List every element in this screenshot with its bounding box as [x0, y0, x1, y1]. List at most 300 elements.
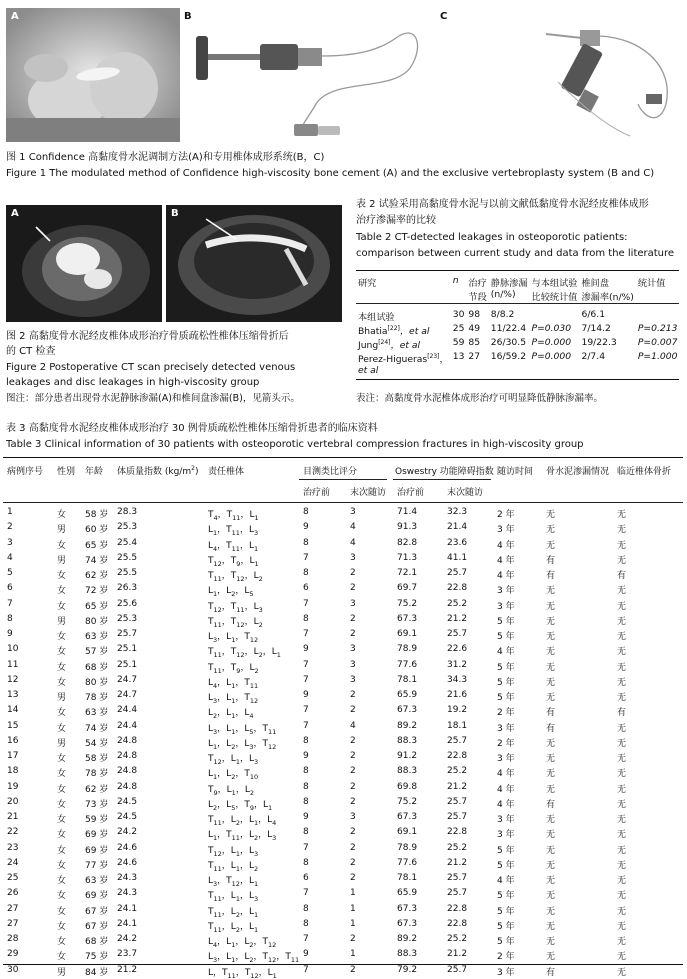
cell-vas-pre: 7: [303, 599, 309, 609]
cell-odi-pre: 82.8: [397, 538, 417, 548]
cell-leak: 有: [546, 965, 555, 978]
cell-bmi: 24.2: [117, 934, 137, 944]
cell-adjacent: 无: [617, 507, 626, 520]
cell-adjacent: 无: [617, 751, 626, 764]
col-vas-pre: 治疗前: [303, 485, 330, 498]
col-n: n: [451, 275, 467, 289]
col-age: 年龄: [85, 464, 103, 477]
cell-leak: 无: [546, 675, 555, 688]
cell-odi-last: 22.6: [447, 644, 467, 654]
cell-vertebra: $L_3$，$T_{12}$，$L_1$: [208, 873, 258, 888]
cell-odi-pre: 79.2: [397, 965, 417, 975]
cell-bmi: 24.1: [117, 904, 137, 914]
cell-odi-pre: 67.3: [397, 812, 417, 822]
col-sex: 性别: [57, 464, 75, 477]
figure2-ct-b: [166, 205, 342, 322]
cell-bmi: 24.3: [117, 888, 137, 898]
cell-vas-last: 2: [350, 965, 356, 975]
cell-id: 24: [7, 858, 18, 868]
cell-adjacent: 无: [617, 660, 626, 673]
cell-sex: 女: [57, 721, 66, 734]
cell-odi-last: 21.2: [447, 858, 467, 868]
cell-leak: 有: [546, 568, 555, 581]
panel-label-a: A: [11, 208, 19, 219]
cell-vertebra: $L_3$，$L_1$，$L_5$，$T_{11}$: [208, 721, 276, 736]
cell-vas-last: 1: [350, 904, 356, 914]
cell-bmi: 24.7: [117, 690, 137, 700]
cell-bmi: 21.2: [117, 965, 137, 975]
figure1-photo-b: [182, 8, 428, 142]
cell-bmi: 24.8: [117, 751, 137, 761]
cell-odi-last: 32.3: [447, 507, 467, 517]
table2: [356, 275, 679, 380]
cell-followup: 2 年: [497, 705, 515, 718]
col-leak: 骨水泥渗漏情况: [546, 464, 609, 477]
col-bmi: 体质量指数 $(kg/m^2)$: [117, 464, 198, 477]
table-row: [3, 933, 683, 948]
cell-odi-last: 25.2: [447, 934, 467, 944]
table-row: [3, 887, 683, 902]
cell-vertebra: $T_{11}$，$L_2$，$L_1$: [208, 919, 258, 934]
cell-vas-pre: 8: [303, 568, 309, 578]
cell-odi-pre: 69.1: [397, 629, 417, 639]
cell-vas-pre: 7: [303, 843, 309, 853]
table-row: [3, 567, 683, 582]
cell-sex: 女: [57, 751, 66, 764]
panel-label-b: B: [184, 11, 192, 22]
cell-vertebra: $T_{11}$，$L_2$，$L_1$: [208, 904, 258, 919]
table-row: [3, 552, 683, 567]
cell-adjacent: 无: [617, 873, 626, 886]
cell-vas-last: 4: [350, 721, 356, 731]
cell-vertebra: $L_3$，$L_1$，$T_{12}$: [208, 629, 258, 644]
cell-odi-last: 25.2: [447, 843, 467, 853]
cell-vas-pre: 8: [303, 507, 309, 517]
figure1-caption-en: Figure 1 The modulated method of Confidence high-viscosity bone cement (A) and the exclusive vertebroplasty system (B and C): [6, 167, 654, 180]
cell-odi-pre: 78.9: [397, 843, 417, 853]
cell-odi-pre: 88.3: [397, 949, 417, 959]
table-row: [3, 826, 683, 841]
cell-vas-pre: 8: [303, 736, 309, 746]
cell-adjacent: 有: [617, 568, 626, 581]
cell-vas-last: 2: [350, 766, 356, 776]
cell-bmi: 23.7: [117, 949, 137, 959]
cell-bmi: 25.1: [117, 644, 137, 654]
cell-id: 30: [7, 965, 18, 975]
cell-id: 8: [7, 614, 13, 624]
cell-odi-pre: 75.2: [397, 797, 417, 807]
cell-followup: 3 年: [497, 751, 515, 764]
cell-id: 2: [7, 522, 13, 532]
cell-bmi: 24.5: [117, 812, 137, 822]
cell-sex: 男: [57, 522, 66, 535]
cell-vas-last: 2: [350, 629, 356, 639]
cell-bmi: 24.5: [117, 797, 137, 807]
cell-id: 7: [7, 599, 13, 609]
cell-bmi: 24.2: [117, 827, 137, 837]
cell-adjacent: 无: [617, 919, 626, 932]
cell-followup: 5 年: [497, 614, 515, 627]
table-row: Bhatia[22]，et al 25 49 11/22.4 P=0.030 7/14.2 P=0.213: [356, 323, 679, 337]
cell-age: 63 岁: [85, 873, 108, 886]
cell-odi-last: 22.8: [447, 904, 467, 914]
cell-bmi: 25.6: [117, 599, 137, 609]
table2-note: 表注：高黏度骨水泥椎体成形治疗可明显降低静脉渗漏率。: [356, 392, 603, 405]
cell-leak: 无: [546, 644, 555, 657]
cell-adjacent: 无: [617, 721, 626, 734]
cell-leak: 无: [546, 522, 555, 535]
cell-leak: 有: [546, 705, 555, 718]
cell-age: 75 岁: [85, 949, 108, 962]
cell-age: 59 岁: [85, 812, 108, 825]
cell-adjacent: 有: [617, 705, 626, 718]
cell-followup: 4 年: [497, 568, 515, 581]
cell-bmi: 24.3: [117, 873, 137, 883]
panel-label-b: B: [171, 208, 179, 219]
cell-vas-last: 2: [350, 568, 356, 578]
cell-odi-last: 22.8: [447, 919, 467, 929]
cell-bmi: 25.1: [117, 660, 137, 670]
cell-sex: 女: [57, 705, 66, 718]
cell-odi-last: 21.6: [447, 690, 467, 700]
cell-vas-pre: 7: [303, 888, 309, 898]
figure2-caption-en-1: Figure 2 Postoperative CT scan precisely detected venous: [6, 361, 295, 374]
table2-title-en-1: Table 2 CT-detected leakages in osteoporotic patients:: [356, 231, 628, 244]
table3-header: [3, 460, 683, 490]
col-vertebra: 责任椎体: [208, 464, 244, 477]
cell-vertebra: $L_3$，$L_1$，$T_{12}$: [208, 690, 258, 705]
cell-vas-pre: 9: [303, 949, 309, 959]
cell-leak: 无: [546, 766, 555, 779]
cell-id: 11: [7, 660, 18, 670]
cell-odi-last: 21.4: [447, 522, 467, 532]
cell-age: 58 岁: [85, 507, 108, 520]
cell-sex: 女: [57, 599, 66, 612]
cell-adjacent: 无: [617, 614, 626, 627]
cell-odi-last: 21.2: [447, 614, 467, 624]
cell-odi-last: 25.2: [447, 766, 467, 776]
cell-id: 10: [7, 644, 18, 654]
col-vs: 与本组试验: [530, 275, 580, 289]
cell-odi-pre: 78.1: [397, 873, 417, 883]
cell-id: 13: [7, 690, 18, 700]
cell-odi-pre: 77.6: [397, 858, 417, 868]
cell-vertebra: $L_1$，$T_{11}$，$L_2$，$L_3$: [208, 827, 276, 842]
cell-adjacent: 无: [617, 858, 626, 871]
table-row: [3, 659, 683, 674]
table-row: [3, 628, 683, 643]
cell-adjacent: 无: [617, 522, 626, 535]
cell-odi-pre: 67.3: [397, 705, 417, 715]
cell-sex: 女: [57, 538, 66, 551]
cell-vertebra: $T_{11}$，$T_9$，$L_2$: [208, 660, 259, 675]
table-row: [3, 720, 683, 735]
cell-vas-pre: 7: [303, 553, 309, 563]
table2-title-cn-2: 治疗渗漏率的比较: [356, 214, 436, 227]
cell-vas-pre: 7: [303, 721, 309, 731]
cell-bmi: 24.8: [117, 736, 137, 746]
cell-followup: 3 年: [497, 599, 515, 612]
cell-followup: 4 年: [497, 873, 515, 886]
cell-vertebra: $T_{11}$，$L_1$，$L_3$: [208, 888, 258, 903]
cell-vas-pre: 9: [303, 812, 309, 822]
col-stat: 统计值: [636, 275, 680, 289]
cell-odi-pre: 77.6: [397, 660, 417, 670]
col-vas-last: 末次随访: [350, 485, 386, 498]
cell-sex: 女: [57, 949, 66, 962]
cell-adjacent: 无: [617, 934, 626, 947]
cell-sex: 女: [57, 583, 66, 596]
cell-vas-last: 3: [350, 812, 356, 822]
cell-leak: 无: [546, 827, 555, 840]
table-row: [3, 506, 683, 521]
cell-id: 3: [7, 538, 13, 548]
injector-system-image-c: [434, 8, 682, 142]
cell-vas-last: 1: [350, 949, 356, 959]
cell-id: 9: [7, 629, 13, 639]
cell-vas-pre: 7: [303, 934, 309, 944]
cell-vas-last: 2: [350, 873, 356, 883]
cell-followup: 2 年: [497, 507, 515, 520]
figure2-note: 图注：部分患者出现骨水泥静脉渗漏(A)和椎间盘渗漏(B)，见箭头示。: [6, 392, 300, 405]
cell-odi-pre: 67.3: [397, 904, 417, 914]
cell-sex: 女: [57, 660, 66, 673]
cell-sex: 女: [57, 827, 66, 840]
cell-id: 27: [7, 919, 18, 929]
col-vas: 目测类比评分: [303, 464, 357, 477]
cell-adjacent: 无: [617, 782, 626, 795]
cell-odi-pre: 89.2: [397, 934, 417, 944]
cell-followup: 5 年: [497, 629, 515, 642]
cell-id: 18: [7, 766, 18, 776]
cell-bmi: 24.1: [117, 919, 137, 929]
cell-vertebra: $L_4$，$L_1$，$T_{11}$: [208, 675, 258, 690]
cell-leak: 无: [546, 843, 555, 856]
cell-age: 54 岁: [85, 736, 108, 749]
col-segments: 治疗: [466, 275, 488, 289]
cell-odi-last: 25.2: [447, 599, 467, 609]
cell-age: 57 岁: [85, 644, 108, 657]
col-id: 病例序号: [7, 464, 43, 477]
cell-adjacent: 无: [617, 644, 626, 657]
cell-vas-last: 2: [350, 751, 356, 761]
cell-vas-pre: 9: [303, 751, 309, 761]
cell-followup: 5 年: [497, 919, 515, 932]
cell-age: 74 岁: [85, 721, 108, 734]
cell-id: 22: [7, 827, 18, 837]
cell-leak: 有: [546, 797, 555, 810]
cell-age: 67 岁: [85, 904, 108, 917]
cell-followup: 5 年: [497, 660, 515, 673]
table-row: [3, 781, 683, 796]
table3-bottom-rule: [3, 964, 683, 965]
cell-followup: 4 年: [497, 797, 515, 810]
cell-vertebra: $T_{12}$，$L_1$，$L_3$: [208, 751, 258, 766]
table3-title-cn: 表 3 高黏度骨水泥经皮椎体成形治疗 30 例骨质疏松性椎体压缩骨折患者的临床资料: [6, 422, 378, 435]
cell-vas-last: 2: [350, 614, 356, 624]
cell-vertebra: $T_{11}$，$T_{12}$，$L_2$，$L_1$: [208, 644, 281, 659]
cell-id: 5: [7, 568, 13, 578]
cell-leak: 无: [546, 660, 555, 673]
table2-title-cn-1: 表 2 试验采用高黏度骨水泥与以前文献低黏度骨水泥经皮椎体成形: [356, 198, 649, 211]
cell-odi-last: 25.7: [447, 888, 467, 898]
cell-leak: 有: [546, 721, 555, 734]
cell-age: 68 岁: [85, 660, 108, 673]
cell-odi-pre: 71.3: [397, 553, 417, 563]
cell-id: 26: [7, 888, 18, 898]
figure1-photo-c: [434, 8, 682, 142]
cell-age: 78 岁: [85, 766, 108, 779]
cell-id: 16: [7, 736, 18, 746]
cell-adjacent: 无: [617, 949, 626, 962]
cell-vas-last: 3: [350, 553, 356, 563]
cell-followup: 5 年: [497, 690, 515, 703]
cell-age: 63 岁: [85, 629, 108, 642]
cell-id: 29: [7, 949, 18, 959]
cell-age: 69 岁: [85, 827, 108, 840]
col-odi-last: 末次随访: [447, 485, 483, 498]
cell-odi-last: 25.7: [447, 797, 467, 807]
cell-bmi: 26.3: [117, 583, 137, 593]
cell-adjacent: 无: [617, 766, 626, 779]
table-row: [3, 948, 683, 963]
cell-vas-last: 2: [350, 843, 356, 853]
cell-followup: 5 年: [497, 675, 515, 688]
table-row: [3, 872, 683, 887]
cell-odi-pre: 69.1: [397, 827, 417, 837]
cell-odi-pre: 88.3: [397, 766, 417, 776]
cell-id: 19: [7, 782, 18, 792]
cell-id: 12: [7, 675, 18, 685]
hands-mixing-image: [6, 8, 180, 142]
cell-vertebra: $T_{12}$，$T_{11}$，$L_3$: [208, 599, 263, 614]
cell-followup: 4 年: [497, 553, 515, 566]
table2-header-row-2: 节段 (n/%) 比较统计值 渗漏率(n/%): [356, 289, 679, 304]
cell-vas-pre: 8: [303, 827, 309, 837]
col-followup: 随访时间: [497, 464, 533, 477]
cell-id: 17: [7, 751, 18, 761]
cell-vertebra: $L_1$，$L_2$，$T_{10}$: [208, 766, 258, 781]
cell-vertebra: $L_2$，$L_5$，$T_9$，$L_1$: [208, 797, 272, 812]
cell-followup: 2 年: [497, 949, 515, 962]
cell-adjacent: 无: [617, 843, 626, 856]
cell-vas-pre: 8: [303, 797, 309, 807]
cell-vas-last: 2: [350, 782, 356, 792]
cell-leak: 无: [546, 614, 555, 627]
cell-id: 15: [7, 721, 18, 731]
injector-system-image-b: [182, 8, 428, 142]
col-adjacent: 临近椎体骨折: [617, 464, 671, 477]
cell-followup: 5 年: [497, 858, 515, 871]
cell-age: 58 岁: [85, 751, 108, 764]
cell-id: 20: [7, 797, 18, 807]
cell-vertebra: $L_1$，$L_2$，$L_5$: [208, 583, 254, 598]
cell-followup: 5 年: [497, 934, 515, 947]
cell-vas-pre: 8: [303, 766, 309, 776]
table-row: [3, 735, 683, 750]
cell-age: 65 岁: [85, 599, 108, 612]
cell-followup: 3 年: [497, 965, 515, 978]
cell-bmi: 28.3: [117, 507, 137, 517]
cell-sex: 女: [57, 919, 66, 932]
cell-vas-last: 3: [350, 599, 356, 609]
cell-adjacent: 无: [617, 538, 626, 551]
cell-vas-pre: 8: [303, 538, 309, 548]
cell-vas-last: 1: [350, 888, 356, 898]
table2-title-en-2: comparison between current study and data from the literature: [356, 247, 674, 260]
cell-vas-last: 2: [350, 934, 356, 944]
cell-vas-pre: 7: [303, 705, 309, 715]
cell-age: 78 岁: [85, 690, 108, 703]
cell-odi-last: 25.7: [447, 873, 467, 883]
cell-odi-pre: 65.9: [397, 888, 417, 898]
cell-odi-last: 21.2: [447, 949, 467, 959]
cell-odi-last: 25.7: [447, 965, 467, 975]
table-row: [3, 537, 683, 552]
table-row: Jung[24]，et al 59 85 26/30.5 P=0.000 19/22.3 P=0.007: [356, 337, 679, 351]
table3-title-en: Table 3 Clinical information of 30 patients with osteoporotic vertebral compression fractures in high-viscosity group: [6, 438, 584, 451]
table-row: [3, 964, 683, 979]
table-row: [3, 582, 683, 597]
cell-leak: 无: [546, 736, 555, 749]
cell-age: 80 岁: [85, 614, 108, 627]
cell-leak: 无: [546, 812, 555, 825]
cell-vas-pre: 9: [303, 644, 309, 654]
cell-sex: 男: [57, 553, 66, 566]
cell-vertebra: $L_1$，$T_{11}$，$L_3$: [208, 522, 258, 537]
cell-age: 84 岁: [85, 965, 108, 978]
cell-id: 14: [7, 705, 18, 715]
cell-leak: 无: [546, 888, 555, 901]
cell-vertebra: $T_{11}$，$L_1$，$L_2$: [208, 858, 258, 873]
cell-followup: 3 年: [497, 812, 515, 825]
cell-leak: 无: [546, 934, 555, 947]
cell-vas-pre: 8: [303, 614, 309, 624]
cell-sex: 男: [57, 614, 66, 627]
col-venous: 静脉渗漏: [489, 275, 530, 289]
cell-sex: 女: [57, 873, 66, 886]
cell-odi-pre: 69.7: [397, 583, 417, 593]
table2-header-row: [356, 275, 679, 289]
cell-sex: 男: [57, 690, 66, 703]
cell-vas-last: 2: [350, 858, 356, 868]
cell-leak: 无: [546, 858, 555, 871]
table-row: [3, 857, 683, 872]
cell-vas-last: 2: [350, 827, 356, 837]
cell-followup: 3 年: [497, 583, 515, 596]
cell-sex: 女: [57, 629, 66, 642]
cell-age: 62 岁: [85, 782, 108, 795]
cell-vas-last: 3: [350, 507, 356, 517]
cell-odi-pre: 78.1: [397, 675, 417, 685]
cell-bmi: 24.6: [117, 858, 137, 868]
cell-bmi: 24.4: [117, 721, 137, 731]
table-row: Perez-Higueras[23]， 13 27 16/59.2 P=0.000 2/7.4 P=1.000: [356, 351, 679, 365]
cell-age: 80 岁: [85, 675, 108, 688]
ct-scan-disc-leak-image: [166, 205, 342, 322]
cell-age: 65 岁: [85, 538, 108, 551]
figure2-caption-cn-1: 图 2 高黏度骨水泥经皮椎体成形治疗骨质疏松性椎体压缩骨折后: [6, 330, 289, 343]
cell-vertebra: $T_{11}$，$L_2$，$L_1$，$L_4$: [208, 812, 276, 827]
cell-adjacent: 无: [617, 888, 626, 901]
cell-adjacent: 无: [617, 965, 626, 978]
cell-vas-pre: 7: [303, 965, 309, 975]
cell-vas-pre: 7: [303, 629, 309, 639]
cell-adjacent: 无: [617, 675, 626, 688]
table-row: [3, 689, 683, 704]
cell-vas-last: 1: [350, 919, 356, 929]
figure1-photo-a: [6, 8, 180, 142]
